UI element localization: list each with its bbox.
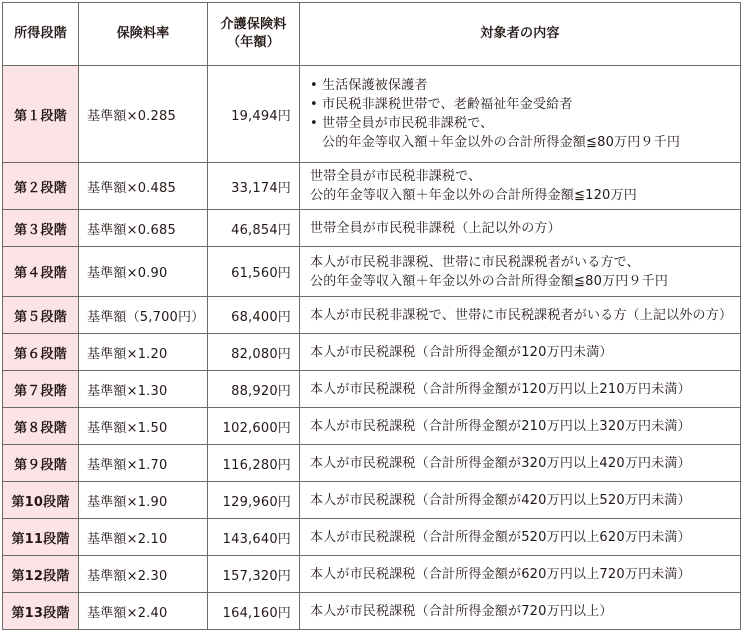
rate-cell: 基準額×0.285: [79, 66, 208, 163]
header-premium-line2: （年額）: [227, 35, 280, 50]
content-bullet-list: [310, 76, 740, 133]
table-row: [3, 334, 741, 371]
rate-cell: 基準額×1.70: [79, 445, 208, 482]
stage-cell: 第５段階: [3, 297, 79, 334]
content-line: 本人が市民税課税（合計所得金額が120万円未満）: [310, 344, 613, 360]
content-line: 本人が市民税課税（合計所得金額が420万円以上520万円未満）: [310, 492, 691, 508]
content-line: 本人が市民税非課税で、世帯に市民税課税者がいる方（上記以外の方）: [310, 307, 733, 323]
table-row: [3, 247, 741, 297]
premium-cell: 143,640円: [208, 519, 300, 556]
premium-cell: 68,400円: [208, 297, 300, 334]
table-row: [3, 556, 741, 593]
table-row: [3, 482, 741, 519]
premium-cell: 61,560円: [208, 247, 300, 297]
rate-cell: 基準額×2.30: [79, 556, 208, 593]
content-line: 本人が市民税課税（合計所得金額が210万円以上320万円未満）: [310, 418, 691, 434]
stage-cell: 第２段階: [3, 163, 79, 210]
header-rate: 保険料率: [79, 3, 208, 66]
premium-cell: 82,080円: [208, 334, 300, 371]
content-cell: [300, 445, 741, 482]
content-cell: [300, 334, 741, 371]
table-row: [3, 519, 741, 556]
content-cell: [300, 297, 741, 334]
table-row: [3, 408, 741, 445]
table-body: [3, 66, 741, 630]
content-line: 本人が市民税課税（合計所得金額が120万円以上210万円未満）: [310, 381, 691, 397]
content-cell: [300, 408, 741, 445]
content-cell: [300, 210, 741, 247]
table-row: [3, 297, 741, 334]
content-line: 世帯全員が市民税非課税（上記以外の方）: [310, 220, 561, 236]
stage-cell: 第12段階: [3, 556, 79, 593]
content-cell: [300, 247, 741, 297]
premium-table: [2, 2, 741, 630]
rate-cell: 基準額（5,700円）: [79, 297, 208, 334]
content-cell: [300, 371, 741, 408]
content-cell: [300, 163, 741, 210]
content-cell: [300, 593, 741, 630]
premium-cell: 129,960円: [208, 482, 300, 519]
content-line: 本人が市民税課税（合計所得金額が320万円以上420万円未満）: [310, 455, 691, 471]
stage-cell: 第11段階: [3, 519, 79, 556]
table-row: [3, 371, 741, 408]
stage-cell: 第７段階: [3, 371, 79, 408]
content-cell: [300, 556, 741, 593]
content-bullet-item: • 世帯全員が市民税非課税で、: [310, 114, 740, 133]
table-row: [3, 445, 741, 482]
header-content: 対象者の内容: [300, 3, 741, 66]
table-row: [3, 66, 741, 163]
rate-cell: 基準額×0.90: [79, 247, 208, 297]
header-premium-line1: 介護保険料: [220, 17, 287, 32]
table-row: [3, 210, 741, 247]
content-cell: [300, 66, 741, 163]
header-stage: 所得段階: [3, 3, 79, 66]
rate-cell: 基準額×0.485: [79, 163, 208, 210]
rate-cell: 基準額×1.90: [79, 482, 208, 519]
premium-cell: 157,320円: [208, 556, 300, 593]
stage-cell: 第９段階: [3, 445, 79, 482]
content-line: 公的年金等収入額＋年金以外の合計所得金額≦120万円: [310, 188, 637, 203]
stage-cell: 第10段階: [3, 482, 79, 519]
rate-cell: 基準額×2.40: [79, 593, 208, 630]
stage-cell: 第６段階: [3, 334, 79, 371]
rate-cell: 基準額×0.685: [79, 210, 208, 247]
stage-cell: 第１段階: [3, 66, 79, 163]
table-row: [3, 593, 741, 630]
premium-cell: 164,160円: [208, 593, 300, 630]
content-bullet-item: • 市民税非課税世帯で、老齢福祉年金受給者: [310, 95, 740, 114]
stage-cell: 第13段階: [3, 593, 79, 630]
premium-cell: 116,280円: [208, 445, 300, 482]
header-premium: [208, 3, 300, 66]
rate-cell: 基準額×1.50: [79, 408, 208, 445]
rate-cell: 基準額×2.10: [79, 519, 208, 556]
rate-cell: 基準額×1.30: [79, 371, 208, 408]
content-cell: [300, 519, 741, 556]
content-cell: [300, 482, 741, 519]
content-line: 公的年金等収入額＋年金以外の合計所得金額≦80万円９千円: [310, 273, 669, 289]
premium-cell: 102,600円: [208, 408, 300, 445]
content-line: 公的年金等収入額＋年金以外の合計所得金額≦80万円９千円: [322, 135, 681, 150]
stage-cell: 第８段階: [3, 408, 79, 445]
content-bullet-item: • 生活保護被保護者: [310, 76, 740, 95]
premium-cell: 33,174円: [208, 163, 300, 210]
content-line: 本人が市民税課税（合計所得金額が720万円以上）: [310, 603, 613, 619]
table-row: [3, 163, 741, 210]
premium-cell: 46,854円: [208, 210, 300, 247]
premium-cell: 19,494円: [208, 66, 300, 163]
stage-cell: 第３段階: [3, 210, 79, 247]
header-row: [3, 3, 741, 66]
content-line: 世帯全員が市民税非課税で、: [310, 169, 482, 184]
content-line: 本人が市民税非課税、世帯に市民税課税者がいる方で、: [310, 254, 640, 270]
content-line: 本人が市民税課税（合計所得金額が520万円以上620万円未満）: [310, 529, 691, 545]
stage-cell: 第４段階: [3, 247, 79, 297]
rate-cell: 基準額×1.20: [79, 334, 208, 371]
content-line: 本人が市民税課税（合計所得金額が620万円以上720万円未満）: [310, 566, 691, 582]
premium-cell: 88,920円: [208, 371, 300, 408]
